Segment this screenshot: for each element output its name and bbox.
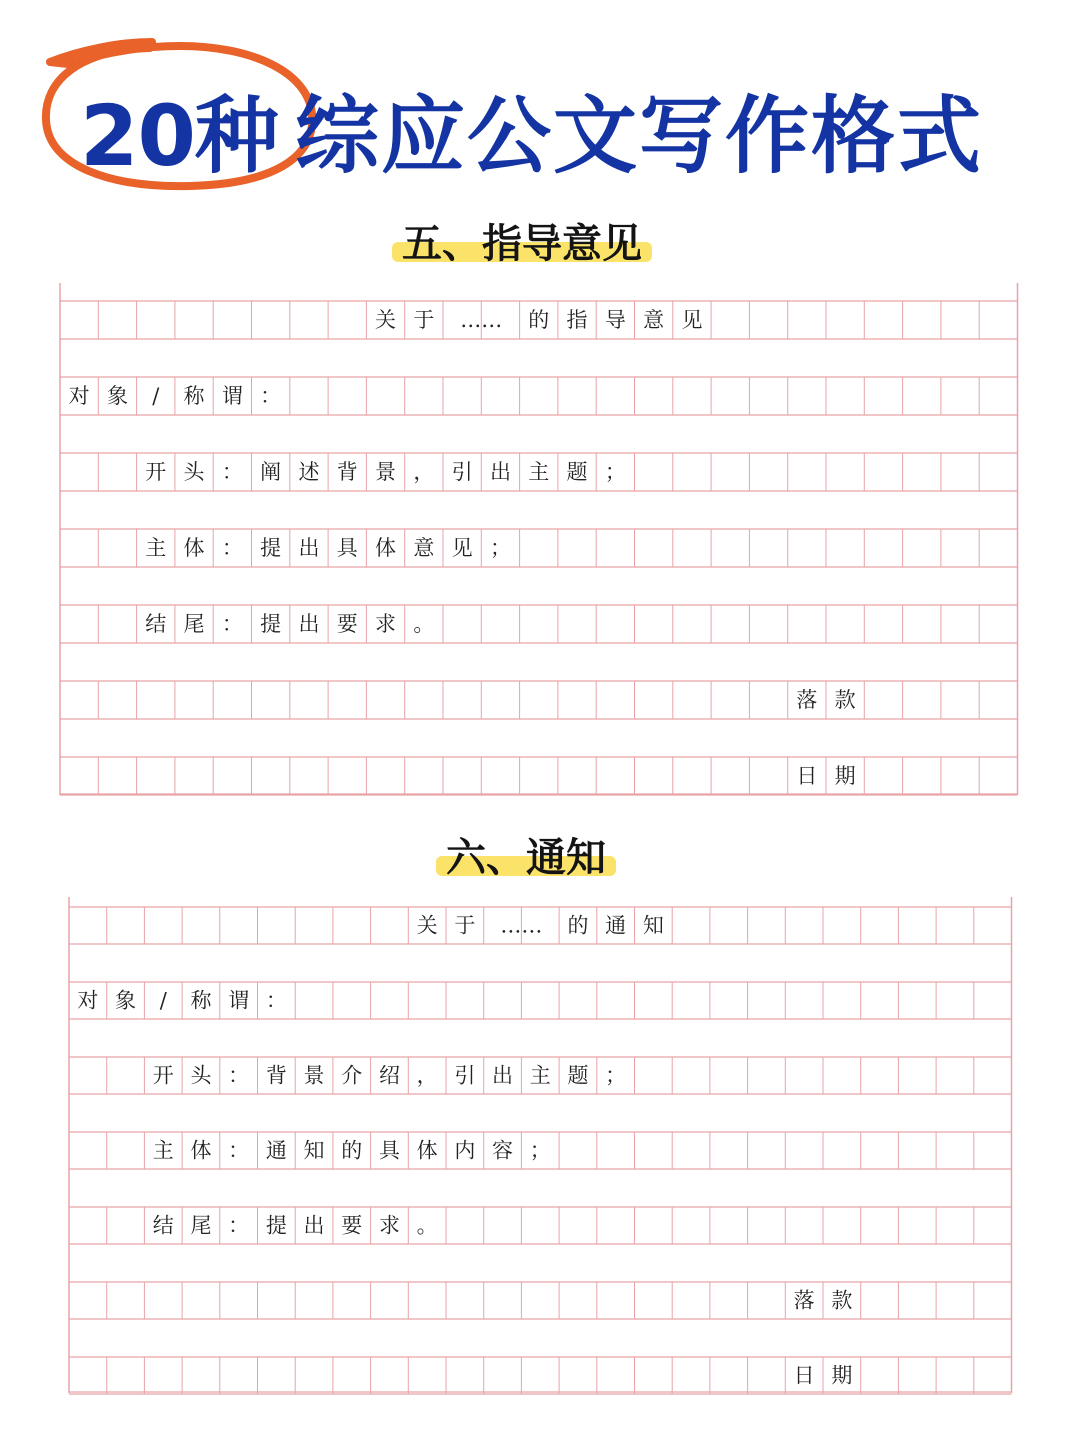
grid-char: 要 (336, 612, 358, 636)
grid-row (69, 907, 1012, 944)
grid-char: 日 (793, 1363, 815, 1388)
section-title-guidance (402, 220, 642, 268)
grid-char: 求 (375, 612, 397, 636)
grid-char: 主 (145, 536, 167, 560)
grid-char: 见 (451, 536, 473, 560)
grid-char: ， (416, 1063, 438, 1088)
grid-char: 指 (566, 308, 588, 332)
grid-char: …… (500, 913, 543, 938)
grid-char: 阐 (260, 460, 282, 484)
section-title-notice (446, 834, 606, 882)
title-count: 20种 (80, 87, 278, 185)
grid-char: ； (489, 536, 511, 560)
grid-char: 的 (528, 308, 550, 332)
grid-char: 主 (152, 1138, 174, 1163)
grid-char: 出 (298, 612, 320, 636)
grid-char: 绍 (378, 1063, 400, 1088)
grid-char: 于 (454, 913, 476, 938)
section-heading: 五、指导意见 (402, 221, 642, 267)
grid-row (69, 1357, 1012, 1394)
grid-char: 尾 (183, 612, 205, 636)
grid-char: / (159, 988, 167, 1013)
page-title: 综应公文写作格式 (295, 87, 984, 185)
page-header (40, 36, 1040, 196)
grid-char: 知 (642, 913, 664, 938)
grid-char: ； (604, 460, 626, 484)
grid-char: 体 (416, 1138, 438, 1163)
grid-char: 象 (106, 384, 128, 408)
grid-char: 主 (529, 1063, 551, 1088)
grid-row (69, 1132, 1012, 1169)
grid-char: 知 (303, 1138, 325, 1163)
grid-char: 开 (152, 1063, 174, 1088)
grid-char: 导 (604, 308, 626, 332)
grid-char: ： (260, 384, 282, 408)
grid-char: 日 (796, 764, 818, 788)
grid-row (69, 1282, 1012, 1319)
grid-char: ： (221, 460, 243, 484)
grid-char: 要 (341, 1213, 363, 1238)
grid-char: ： (228, 1063, 250, 1088)
grid-row (60, 681, 1018, 719)
grid-char: 尾 (190, 1213, 212, 1238)
grid-char: 落 (793, 1288, 815, 1313)
grid-char: ： (265, 988, 287, 1013)
grid-char: 头 (190, 1063, 212, 1088)
writing-grid-guidance (0, 283, 1080, 799)
grid-char: 头 (183, 460, 205, 484)
grid-char: 通 (605, 913, 627, 938)
grid-char: ： (221, 612, 243, 636)
grid-row (60, 529, 1018, 567)
grid-char: 具 (336, 536, 358, 560)
grid-char: 的 (341, 1138, 363, 1163)
grid-char: 背 (336, 460, 358, 484)
grid-char: 内 (454, 1138, 476, 1163)
grid-char: 款 (831, 1288, 853, 1313)
grid-char: / (152, 384, 160, 408)
grid-char: 结 (152, 1213, 174, 1238)
grid-char: 容 (492, 1138, 514, 1163)
grid-char: 关 (375, 308, 397, 332)
grid-char: 通 (265, 1138, 287, 1163)
grid-char: 景 (375, 460, 397, 484)
grid-char: 介 (341, 1063, 363, 1088)
grid-char: 于 (413, 308, 435, 332)
grid-row (69, 1207, 1012, 1244)
grid-char: 。 (416, 1213, 438, 1238)
grid-char: 体 (190, 1138, 212, 1163)
grid-row (69, 982, 1012, 1019)
grid-char: 落 (796, 688, 818, 712)
grid-char: 提 (260, 612, 282, 636)
writing-grid-notice (0, 897, 1080, 1397)
grid-char: 称 (190, 988, 212, 1013)
section-heading: 六、通知 (446, 835, 606, 881)
grid-row (60, 605, 1018, 643)
grid-char: 对 (77, 988, 99, 1013)
grid-row (60, 757, 1018, 795)
grid-char: 述 (298, 460, 320, 484)
grid-char: …… (460, 308, 503, 332)
grid-row (60, 377, 1018, 415)
grid-char: 出 (492, 1063, 514, 1088)
grid-row (60, 453, 1018, 491)
grid-char: 引 (451, 460, 473, 484)
grid-char: 主 (528, 460, 550, 484)
grid-char: 引 (454, 1063, 476, 1088)
grid-char: 对 (68, 384, 90, 408)
grid-char: ： (228, 1213, 250, 1238)
grid-char: 题 (567, 1063, 589, 1088)
grid-char: 出 (489, 460, 511, 484)
grid-char: 谓 (221, 384, 243, 408)
grid-char: 体 (183, 536, 205, 560)
grid-row (69, 1057, 1012, 1094)
grid-char: ： (228, 1138, 250, 1163)
grid-char: 提 (265, 1213, 287, 1238)
grid-char: 开 (145, 460, 167, 484)
grid-char: 象 (115, 988, 137, 1013)
grid-char: 的 (567, 913, 589, 938)
grid-char: 题 (566, 460, 588, 484)
grid-char: 意 (413, 536, 435, 560)
grid-char: 出 (303, 1213, 325, 1238)
grid-char: 期 (834, 764, 856, 788)
grid-char: 关 (416, 913, 438, 938)
grid-char: 出 (298, 536, 320, 560)
grid-char: 景 (303, 1063, 325, 1088)
grid-char: 求 (378, 1213, 400, 1238)
grid-char: 结 (145, 612, 167, 636)
grid-char: ， (413, 460, 435, 484)
grid-char: 称 (183, 384, 205, 408)
grid-char: ： (221, 536, 243, 560)
grid-char: 期 (831, 1363, 853, 1388)
grid-row (60, 301, 1018, 339)
grid-char: 背 (265, 1063, 287, 1088)
grid-char: 体 (375, 536, 397, 560)
grid-char: 意 (643, 308, 665, 332)
grid-char: 款 (834, 688, 856, 712)
grid-char: 具 (378, 1138, 400, 1163)
grid-char: 提 (260, 536, 282, 560)
grid-char: 见 (681, 308, 703, 332)
grid-char: 谓 (228, 988, 250, 1013)
grid-char: 。 (413, 612, 435, 636)
grid-char: ； (605, 1063, 627, 1088)
grid-char: ； (529, 1138, 551, 1163)
